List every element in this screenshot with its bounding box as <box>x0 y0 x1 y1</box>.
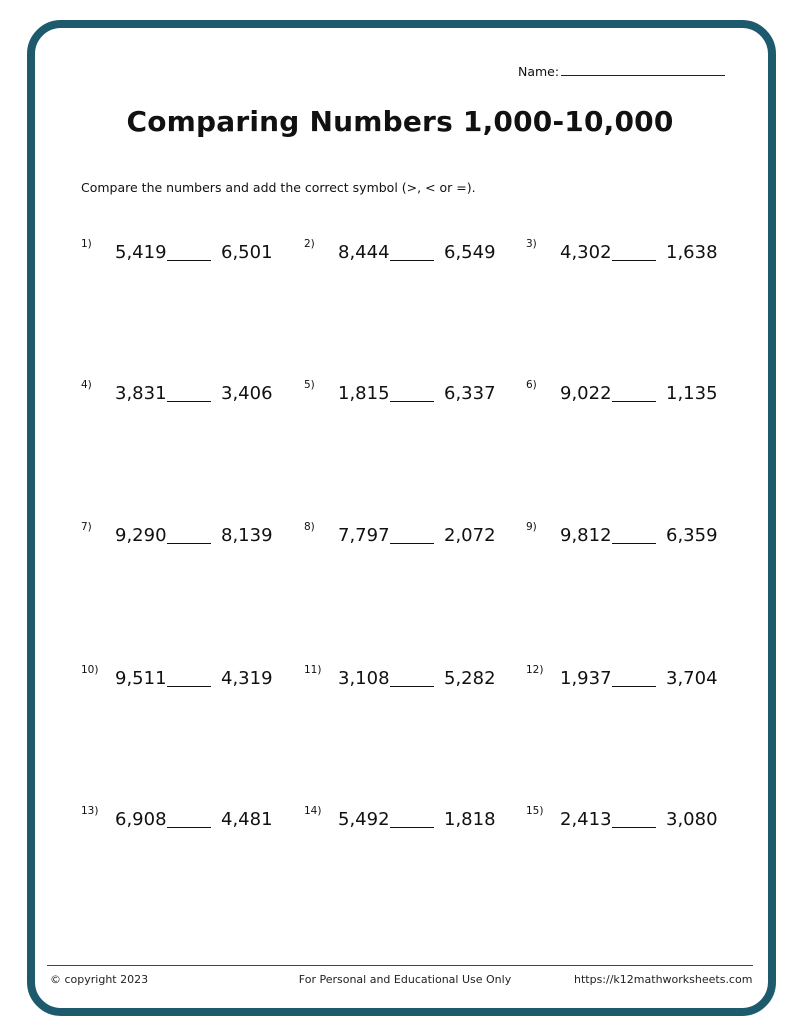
right-number: 1,818 <box>444 809 496 830</box>
right-number: 4,481 <box>221 809 273 830</box>
footer-url: https://k12mathworksheets.com <box>574 973 753 986</box>
name-field <box>518 63 725 79</box>
left-number: 1,937 <box>560 668 612 689</box>
left-number: 8,444 <box>338 242 390 263</box>
instructions: Compare the numbers and add the correct symbol (>, < or =). <box>81 180 476 195</box>
problem-number: 14) <box>304 805 322 817</box>
right-number: 6,359 <box>666 525 718 546</box>
answer-blank <box>612 260 656 261</box>
answer-blank <box>390 827 434 828</box>
answer-blank <box>390 260 434 261</box>
problem-number: 4) <box>81 379 92 391</box>
right-number: 2,072 <box>444 525 496 546</box>
right-number: 5,282 <box>444 668 496 689</box>
answer-blank <box>612 543 656 544</box>
problem-number: 6) <box>526 379 537 391</box>
left-number: 9,812 <box>560 525 612 546</box>
problem-number: 5) <box>304 379 315 391</box>
right-number: 6,337 <box>444 383 496 404</box>
problem-number: 15) <box>526 805 544 817</box>
answer-blank <box>390 543 434 544</box>
right-number: 1,638 <box>666 242 718 263</box>
answer-blank <box>390 401 434 402</box>
left-number: 3,831 <box>115 383 167 404</box>
problem-number: 3) <box>526 238 537 250</box>
answer-blank <box>612 827 656 828</box>
answer-blank <box>167 401 211 402</box>
right-number: 6,549 <box>444 242 496 263</box>
worksheet-title: Comparing Numbers 1,000-10,000 <box>126 105 674 138</box>
right-number: 6,501 <box>221 242 273 263</box>
left-number: 9,511 <box>115 668 167 689</box>
problem-number: 11) <box>304 664 322 676</box>
right-number: 4,319 <box>221 668 273 689</box>
left-number: 4,302 <box>560 242 612 263</box>
right-number: 3,704 <box>666 668 718 689</box>
footer-usage: For Personal and Educational Use Only <box>298 973 512 986</box>
problem-number: 2) <box>304 238 315 250</box>
name-line <box>561 63 725 76</box>
right-number: 3,406 <box>221 383 273 404</box>
footer-copyright: © copyright 2023 <box>50 973 149 986</box>
left-number: 7,797 <box>338 525 390 546</box>
answer-blank <box>167 827 211 828</box>
left-number: 6,908 <box>115 809 167 830</box>
right-number: 8,139 <box>221 525 273 546</box>
problem-number: 9) <box>526 521 537 533</box>
left-number: 2,413 <box>560 809 612 830</box>
answer-blank <box>167 260 211 261</box>
left-number: 3,108 <box>338 668 390 689</box>
answer-blank <box>167 543 211 544</box>
problem-number: 1) <box>81 238 92 250</box>
left-number: 5,492 <box>338 809 390 830</box>
answer-blank <box>612 686 656 687</box>
footer-divider <box>47 965 753 966</box>
left-number: 5,419 <box>115 242 167 263</box>
answer-blank <box>612 401 656 402</box>
right-number: 1,135 <box>666 383 718 404</box>
name-label: Name: <box>518 64 560 79</box>
answer-blank <box>167 686 211 687</box>
left-number: 1,815 <box>338 383 390 404</box>
worksheet-frame <box>27 20 776 1016</box>
problem-number: 7) <box>81 521 92 533</box>
problem-number: 12) <box>526 664 544 676</box>
problem-number: 10) <box>81 664 99 676</box>
answer-blank <box>390 686 434 687</box>
left-number: 9,022 <box>560 383 612 404</box>
left-number: 9,290 <box>115 525 167 546</box>
problem-number: 8) <box>304 521 315 533</box>
right-number: 3,080 <box>666 809 718 830</box>
problem-number: 13) <box>81 805 99 817</box>
